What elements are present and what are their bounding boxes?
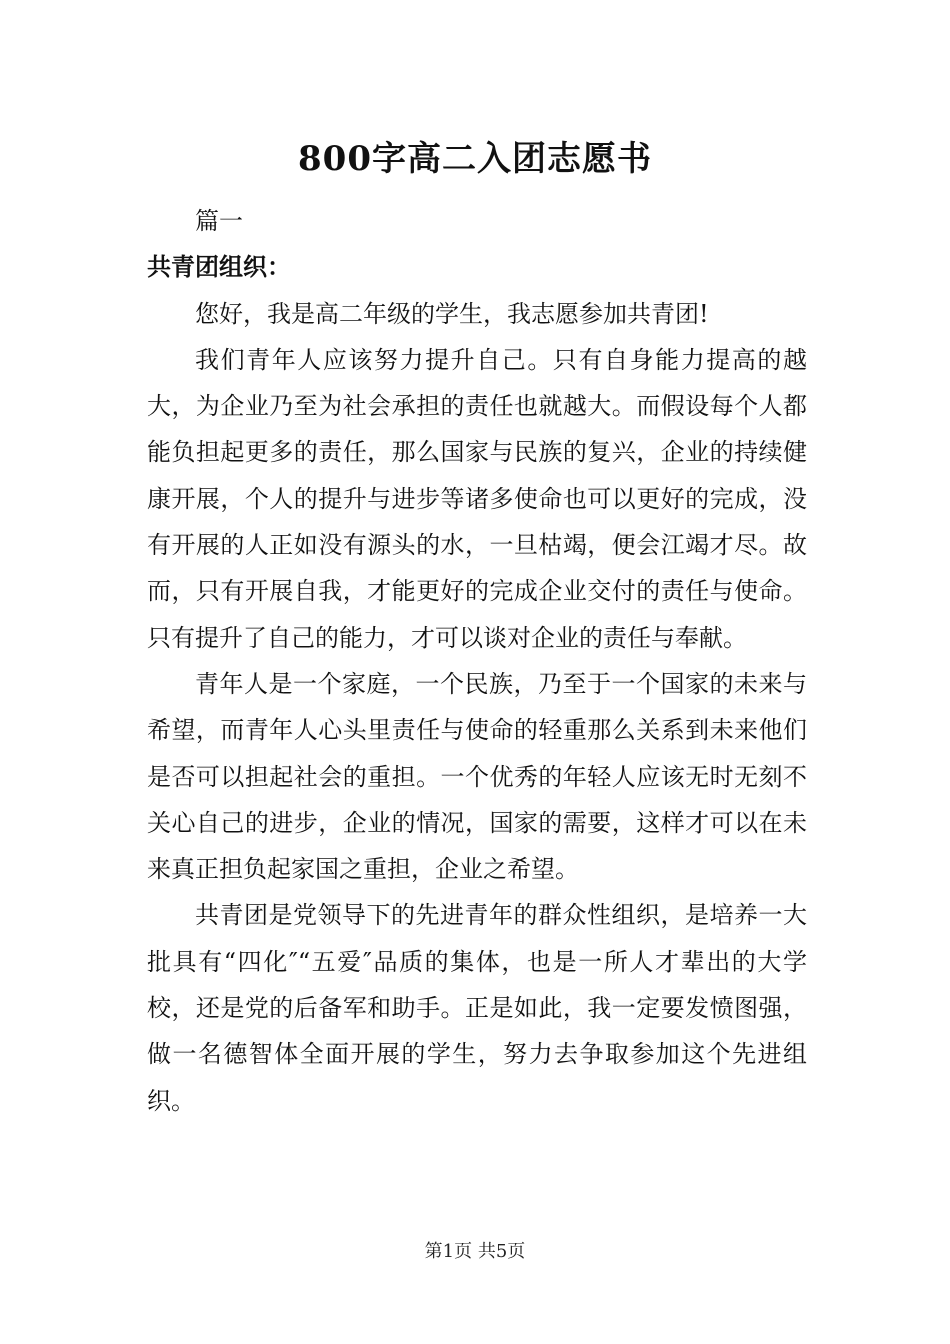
section-label: 篇一 [195,207,243,235]
document-title: 800字高二入团志愿书 [298,139,652,179]
paragraph-youth-responsibility: 青年人是一个家庭，一个民族，乃至于一个国家的未来与希望，而青年人心头里责任与使命的轻重那么关系到未来他们是否可以担起社会的重担。一个优秀的年轻人应该无时无刻不关心自己的进步，企业的情况，国家的需要，这样才可以在未来真正担负起家国之重担，企业之希望。 [147,669,807,884]
document-body [147,198,807,1124]
salutation: 共青团组织： [147,253,291,282]
paragraph-self-improvement: 我们青年人应该努力提升自己。只有自身能力提高的越大，为企业乃至为社会承担的责任也就越大。而假设每个人都能负担起更多的责任，那么国家与民族的复兴，企业的持续健康开展，个人的提升与进步等诸多使命也可以更好的完成，没有开展的人正如没有源头的水，一旦枯竭，便会江竭才尽。故而，只有开展自我，才能更好的完成企业交付的责任与使命。只有提升了自己的能力，才可以谈对企业的责任与奉献。 [147,345,807,652]
paragraph-league-description: 共青团是党领导下的先进青年的群众性组织，是培养一大批具有“四化″“五爱″品质的集体，也是一所人才辈出的大学校，还是党的后备军和助手。正是如此，我一定要发愤图强，做一名德智体全面开展的学生，努力去争取参加这个先进组织。 [147,901,807,1115]
paragraph-greeting: 您好，我是高二年级的学生，我志愿参加共青团! [195,299,709,328]
page-footer: 第1页 共5页 [424,1241,526,1262]
